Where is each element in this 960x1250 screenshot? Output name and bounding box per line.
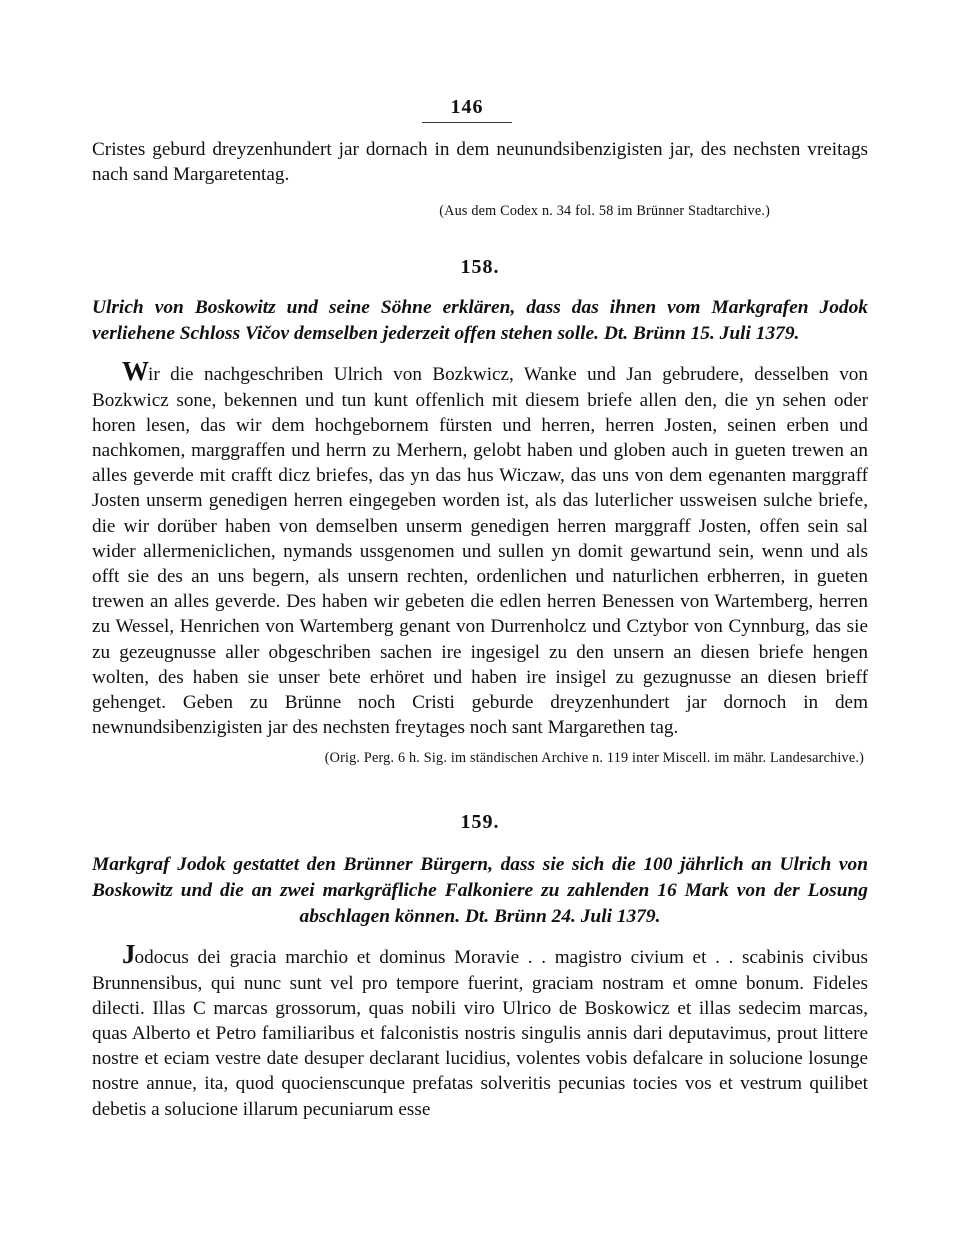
document-text bbox=[92, 356, 868, 740]
document-body: odocus dei gracia marchio et dominus Moravie . . magistro civium et . . scabinis civibus Brunnensibus, qui nunc sunt vel pro tempore fuerint, graciam nostram et omne bonum. Fideles dilecti. Illas C marcas grossorum, quas nobili viro Ulrico de Boskowicz et illas sedecim marcas, quas Alberto et Petro familiaribus et falconistis nostris singulis annis dari deputavimus, prout littere nostre et eciam vestre date desuper declarant lucidius, volentes vobis defalcare in solucione losunge nostre annue, ita, quod quocienscunque prefatas solveritis pecunias tocies vos et vestrum quilibet debetis a solucione illarum pecuniarum esse bbox=[92, 947, 868, 1120]
document-source-note: (Orig. Perg. 6 h. Sig. im ständischen Archive n. 119 inter Miscell. im mähr. Landesarchive.) bbox=[324, 750, 864, 767]
document-159 bbox=[92, 811, 868, 1121]
document-158 bbox=[92, 256, 868, 767]
document-body: ir die nachgeschriben Ulrich von Bozkwicz, Wanke und Jan gebrudere, desselben von Bozkwicz sone, bekennen und tun kunt offenlich mit diesem briefe allen den, die yn sehen oder horen lesen, das wir dem hochgebornem fürsten und herren, herren Josten, seinen erben und nachkomen, marggraffen und herrn zu Merhern, gelobt haben und globen auch in gueten trewen an alles geverde mit crafft dicz briefes, das yn das hus Wiczaw, das uns von dem egenanten marggraff Josten unserm genedigen herren eingegeben worden ist, als das luterlicher ussweisen sulche briefe, die wir dorüber haben von demselben unserm genedigen herren marggraff Josten, offen sein sal wider allermeniclichen, nymands ussgenomen und sullen yn domit gewartund sein, wenn und als offt sie des an uns begern, als unsern rechten, ordenlichen und naturlichen erbherren, in gueten trewen an alles geverde. Des haben wir gebeten die edlen herren Benessen von Wartemberg, herren zu Wessel, Henrichen von Wartemberg genant von Durrenholcz und Cztybor von Cynnburg, das sie zu gezeugnusse aller obgeschriben sachen ire ingesigel zu den unsern an diesen briefe hengen wolten, des haben sie unser bete erhöret und haben ire insigel zu gezugnusse an diesen brieff gehenget. Geben zu Brünne noch Cristi geburde dreyzenhundert jar dornoch in dem newnundsibenzigisten jar des nechsten freytages noch sant Margarethen tag. bbox=[92, 364, 868, 739]
document-regest: Ulrich von Boskowitz und seine Söhne erklären, dass das ihnen vom Markgrafen Jodok verliehene Schloss Vičov demselben jederzeit offen stehen solle. Dt. Brünn 15. Juli 1379. bbox=[92, 297, 868, 345]
page-number: 146 bbox=[422, 96, 512, 123]
continuation-source-note: (Aus dem Codex n. 34 fol. 58 im Brünner Stadtarchive.) bbox=[439, 203, 770, 220]
initial-letter: J bbox=[122, 939, 135, 970]
book-page bbox=[92, 96, 868, 1122]
document-text bbox=[92, 939, 868, 1121]
initial-letter: W bbox=[122, 356, 148, 387]
continuation-text: Cristes geburd dreyzenhundert jar dornach in dem neunundsibenzigisten jar, des nechsten vreitags nach sand Margaretentag. bbox=[92, 139, 868, 186]
document-number: 158. bbox=[460, 256, 500, 279]
document-regest: Markgraf Jodok gestattet den Brünner Bürgern, dass sie sich die 100 jährlich an Ulrich von Boskowitz und die an zwei markgräfliche Falkoniere zu zahlenden 16 Mark von der Losung abschlagen können. Dt. Brünn 24. Juli 1379. bbox=[92, 854, 868, 928]
document-number: 159. bbox=[460, 811, 500, 834]
